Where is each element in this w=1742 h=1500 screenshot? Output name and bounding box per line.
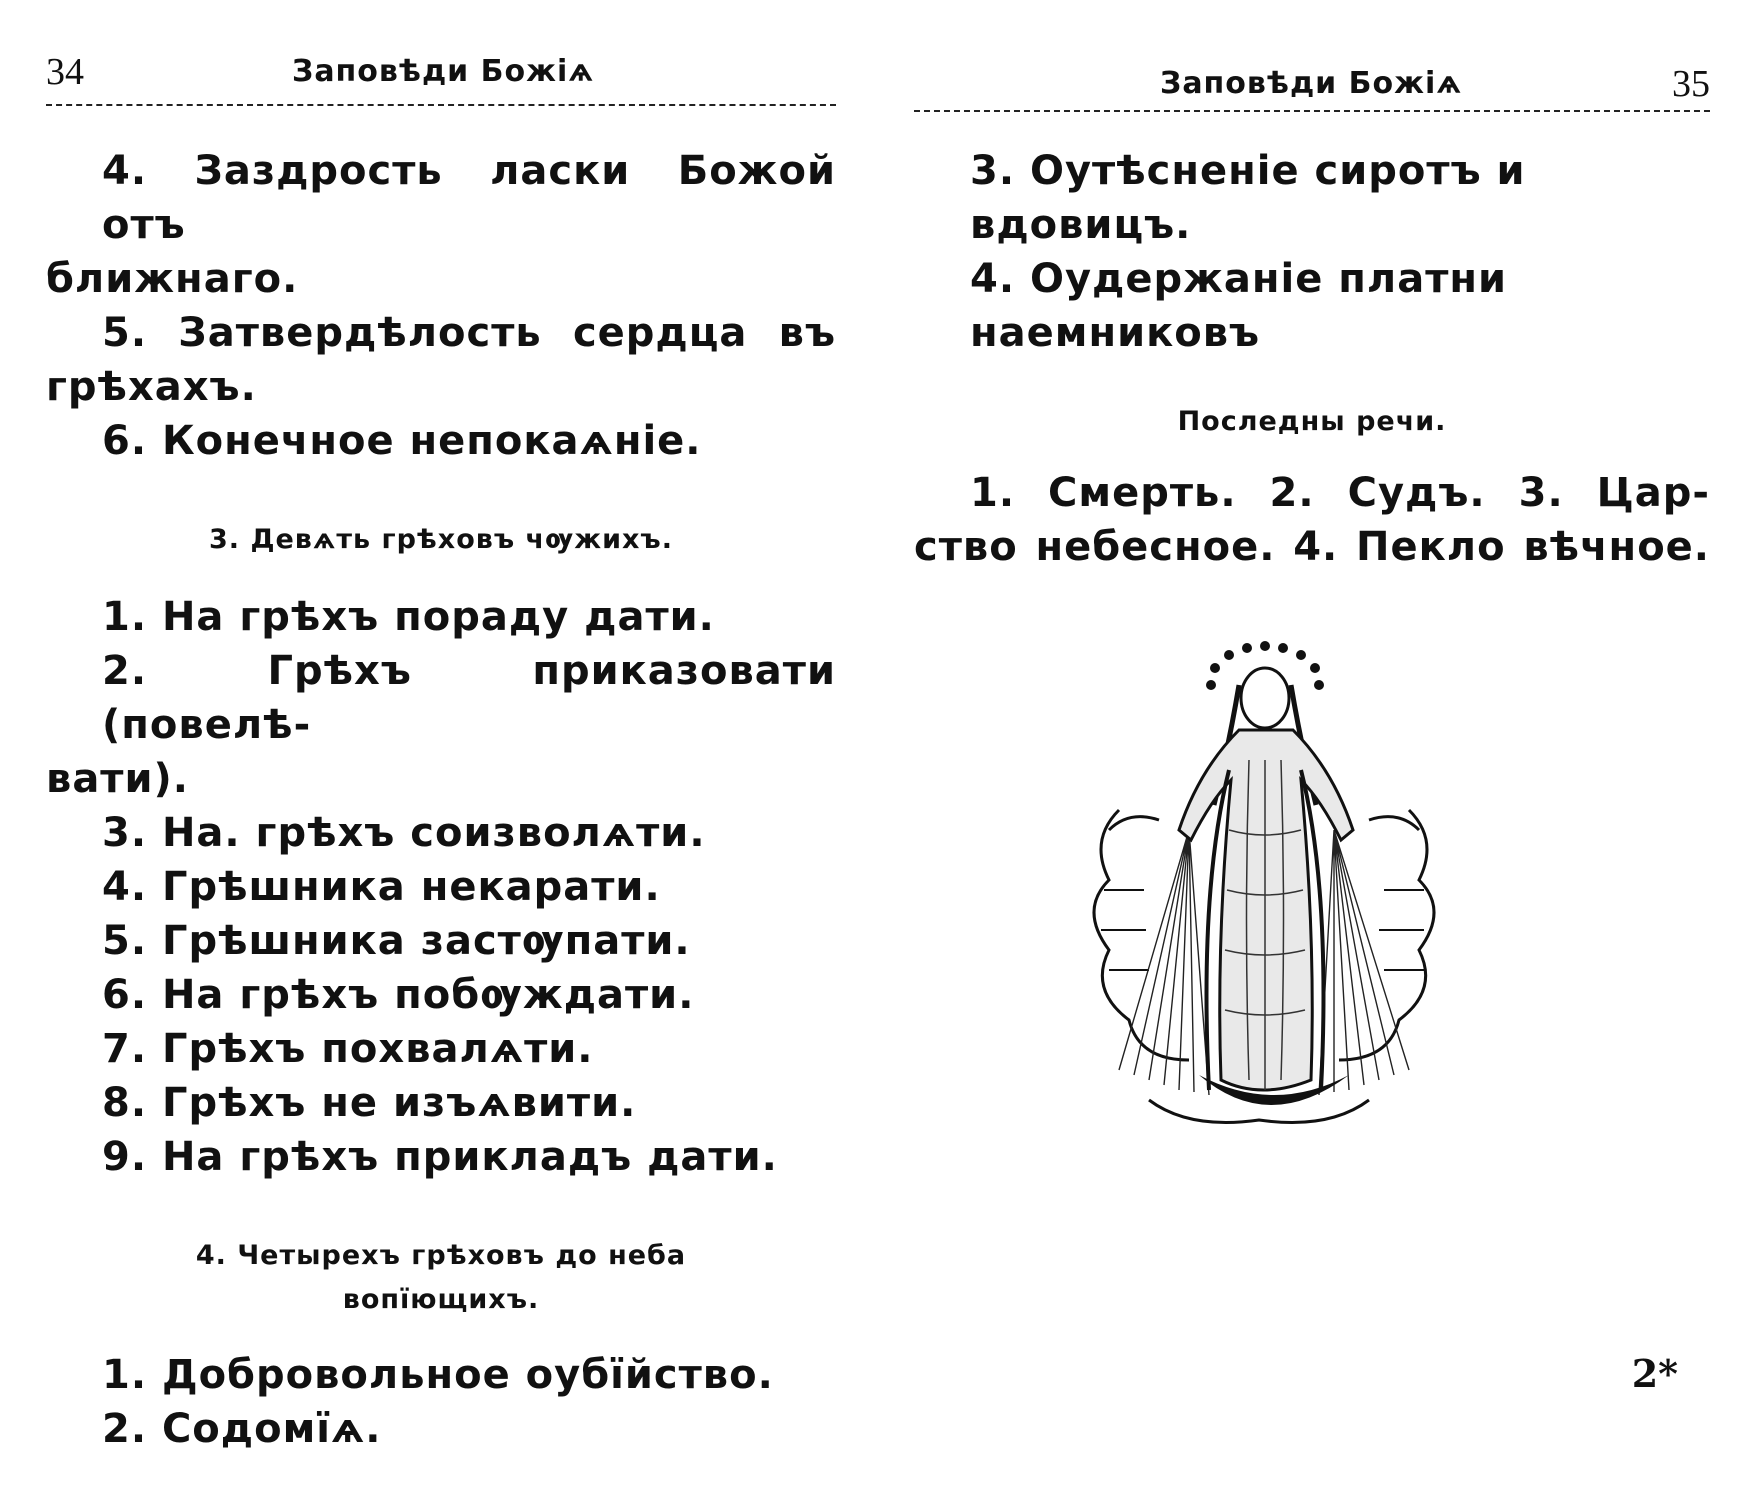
list-item: 3. Оутѣсненіе сиротъ и вдовицъ. [970,148,1526,248]
list-item: 5. Затвердѣлость сердца въ [102,310,836,356]
list-item: 6. На грѣхъ побѹждати. [102,972,695,1018]
paragraph-line: 1. Смерть. 2. Судъ. 3. Цар- [970,470,1710,516]
page-number-right: 35 [1672,63,1710,105]
list-item-continuation: вати). [46,756,189,802]
list-item: 2. Содомїѧ. [102,1406,382,1452]
list-item-continuation: грѣхахъ. [46,364,257,410]
list-item: 8. Грѣхъ не изъѧвити. [102,1080,637,1126]
list-item: 4. Грѣшника некарати. [102,864,661,910]
list-item: 1. На грѣхъ пораду дати. [102,594,715,640]
list-item: 9. На грѣхъ прикладъ дати. [102,1134,778,1180]
section-heading-last-things: Последны речи. [1177,406,1447,437]
signature-mark: 2* [1631,1351,1678,1396]
right-running-head [914,60,1710,112]
running-title-right: Заповѣди Божіѧ [1160,66,1463,101]
list-item: 2. Грѣхъ приказовати (повелѣ- [102,648,836,748]
list-item: 6. Конечное непокаѧніе. [102,418,702,464]
madonna-engraving [1079,630,1449,1190]
alien-sins-list [46,590,836,1184]
page-number-left: 34 [46,51,84,93]
intro-list [46,144,836,468]
list-item: 3. На. грѣхъ соизволѧти. [102,810,706,856]
running-title-left: Заповѣди Божіѧ [292,54,595,89]
crying-sins-continued [914,144,1710,360]
right-page [914,0,1710,1500]
list-item-continuation: ближнаго. [46,256,299,302]
section-heading-crying-sins [46,1234,836,1322]
list-item: 7. Грѣхъ похвалѧти. [102,1026,594,1072]
section-heading-alien-sins: 3. Девѧть грѣховъ чѹжихъ. [209,524,673,555]
last-things-text [914,466,1710,574]
section-heading-line: вопїющихъ. [342,1284,540,1315]
crying-sins-list [46,1348,836,1456]
list-item: 4. Заздрость ласки Божой отъ [102,148,836,248]
list-item: 1. Добровольное оубїйство. [102,1352,774,1398]
left-page [46,0,836,1500]
section-heading-line: 4. Четырехъ грѣховъ до неба [195,1240,687,1271]
list-item: 4. Оудержаніе платни наемниковъ [970,256,1508,356]
list-item: 5. Грѣшника застѹпати. [102,918,691,964]
paragraph-line: ство небесное. 4. Пекло вѣчное. [914,524,1710,570]
left-running-head [46,44,836,106]
